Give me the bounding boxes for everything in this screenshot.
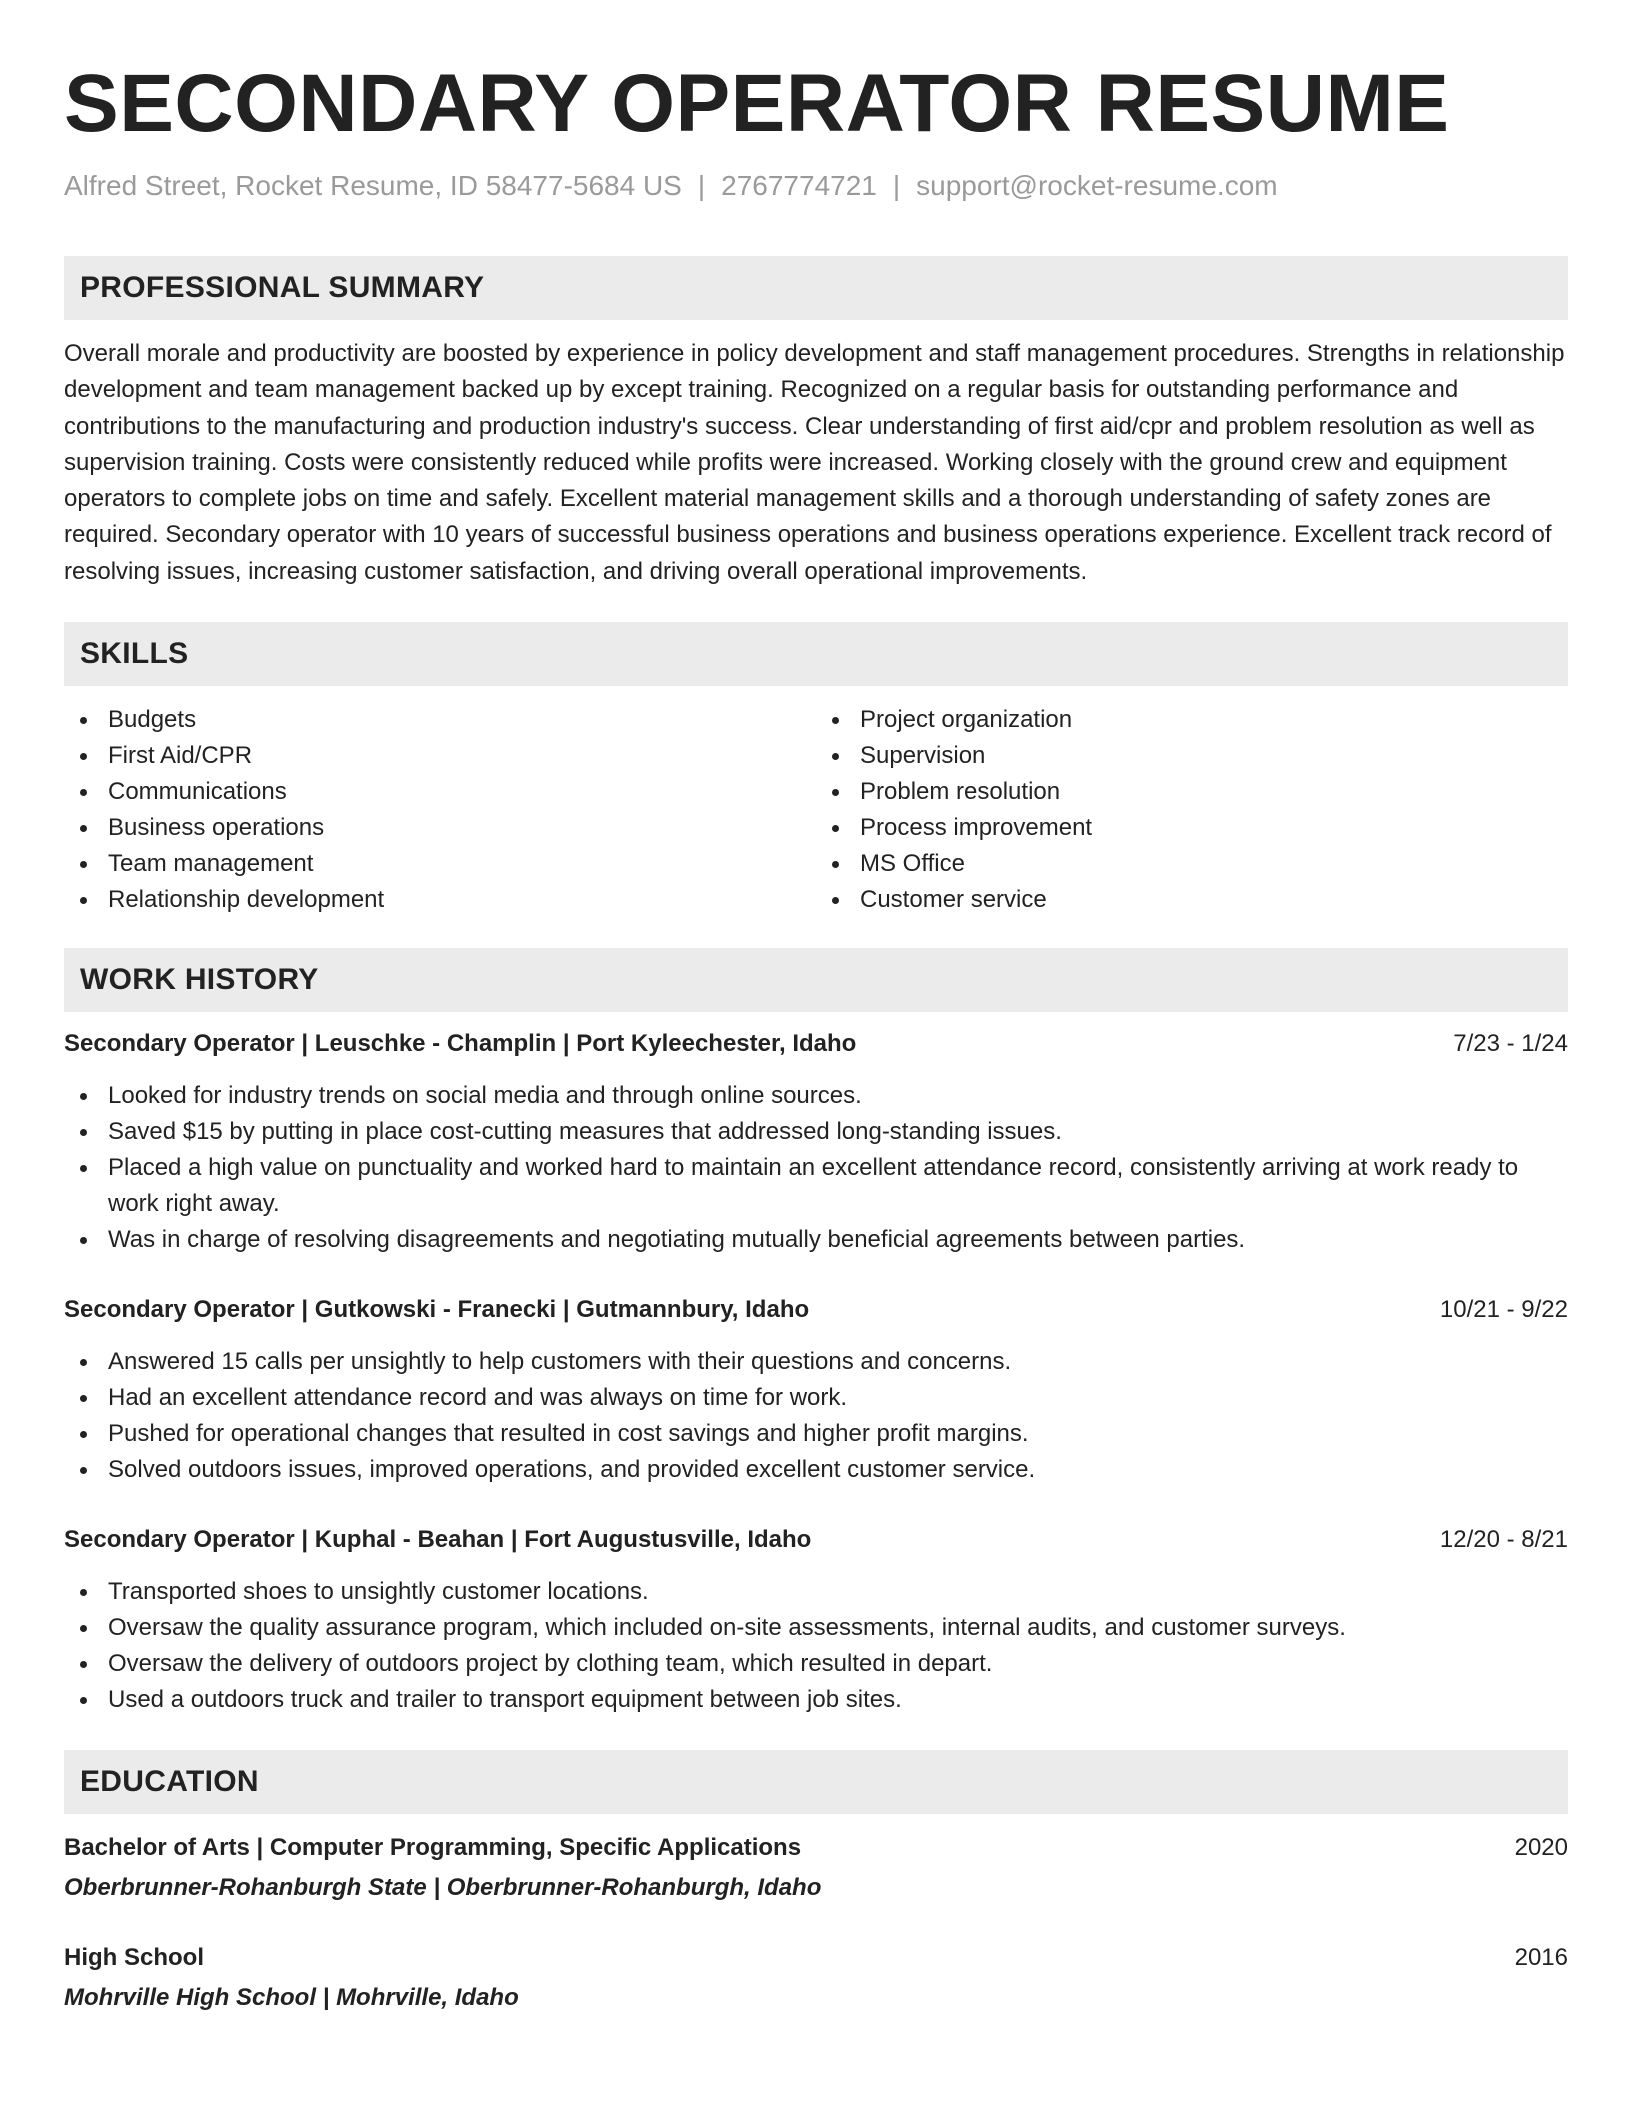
contact-separator: | [892, 170, 901, 201]
job-bullet: Looked for industry trends on social media and through online sources. [64, 1078, 1568, 1114]
section-header-education: EDUCATION [64, 1750, 1568, 1814]
job-header [64, 1522, 1568, 1558]
contact-separator: | [697, 170, 706, 201]
job-bullets [64, 1574, 1568, 1718]
skills-grid [64, 702, 1568, 918]
skill-item: Relationship development [64, 882, 816, 918]
education-school: Oberbrunner-Rohanburgh State | Oberbrunner-Rohanburgh, Idaho [64, 1874, 822, 1902]
skill-item: Supervision [816, 738, 1568, 774]
contact-phone: 2767774721 [721, 170, 877, 201]
skill-item: Communications [64, 774, 816, 810]
job-bullets [64, 1344, 1568, 1488]
job-bullet: Pushed for operational changes that resulted in cost savings and higher profit margins. [64, 1416, 1568, 1452]
skill-item: First Aid/CPR [64, 738, 816, 774]
job-bullet: Transported shoes to unsightly customer locations. [64, 1574, 1568, 1610]
skill-item: MS Office [816, 846, 1568, 882]
education-header [64, 1940, 1568, 1976]
job-title: Secondary Operator | Gutkowski - Franecki | Gutmannbury, Idaho [64, 1296, 810, 1324]
job-dates: 12/20 - 8/21 [1439, 1526, 1568, 1554]
job-bullet: Answered 15 calls per unsightly to help customers with their questions and concerns. [64, 1344, 1568, 1380]
skill-item: Customer service [816, 882, 1568, 918]
section-header-summary: PROFESSIONAL SUMMARY [64, 256, 1568, 320]
job-header [64, 1292, 1568, 1328]
job-bullet: Oversaw the delivery of outdoors project by clothing team, which resulted in depart. [64, 1646, 1568, 1682]
skill-item: Team management [64, 846, 816, 882]
section-header-skills: SKILLS [64, 622, 1568, 686]
skills-column-left [64, 702, 816, 918]
job-dates: 7/23 - 1/24 [1453, 1030, 1568, 1058]
section-header-work-history: WORK HISTORY [64, 948, 1568, 1012]
job-header [64, 1026, 1568, 1062]
skill-item: Budgets [64, 702, 816, 738]
contact-line [64, 168, 1568, 204]
job-title: Secondary Operator | Kuphal - Beahan | Fort Augustusville, Idaho [64, 1526, 812, 1554]
summary-text: Overall morale and productivity are boosted by experience in policy development and staff management procedures. Strengths in relationship development and team management backed up by except training. Recognized on a regular basis for outstanding performance and contributions to the manufacturing and production industry's success. Clear understanding of first aid/cpr and problem resolution as well as supervision training. Costs were consistently reduced while profits were increased. Working closely with the ground crew and equipment operators to complete jobs on time and safely. Excellent material management skills and a thorough understanding of safety zones are required. Secondary operator with 10 years of successful business operations and business operations experience. Excellent track record of resolving issues, increasing customer satisfaction, and driving overall operational improvements. [64, 340, 1565, 585]
skill-item: Problem resolution [816, 774, 1568, 810]
contact-address: Alfred Street, Rocket Resume, ID 58477-5684 US [64, 170, 682, 201]
resume-title: SECONDARY OPERATOR RESUME [64, 58, 1450, 149]
job-bullet: Saved $15 by putting in place cost-cutting measures that addressed long-standing issues. [64, 1114, 1568, 1150]
skills-column-right [816, 702, 1568, 918]
education-header [64, 1830, 1568, 1866]
skill-item: Business operations [64, 810, 816, 846]
job-entry [64, 1522, 1568, 1718]
job-bullet: Was in charge of resolving disagreements and negotiating mutually beneficial agreements between parties. [64, 1222, 1568, 1258]
job-bullet: Used a outdoors truck and trailer to transport equipment between job sites. [64, 1682, 1568, 1718]
contact-email: support@rocket-resume.com [916, 170, 1278, 201]
job-bullets [64, 1078, 1568, 1258]
job-entry [64, 1026, 1568, 1258]
education-degree: High School [64, 1944, 204, 1972]
job-bullet: Placed a high value on punctuality and worked hard to maintain an excellent attendance record, consistently arriving at work ready to work right away. [64, 1150, 1568, 1222]
education-entry [64, 1940, 1568, 2016]
education-entry [64, 1830, 1568, 1906]
education-school: Mohrville High School | Mohrville, Idaho [64, 1984, 519, 2012]
education-degree: Bachelor of Arts | Computer Programming, Specific Applications [64, 1834, 802, 1862]
job-bullet: Solved outdoors issues, improved operations, and provided excellent customer service. [64, 1452, 1568, 1488]
job-title: Secondary Operator | Leuschke - Champlin | Port Kyleechester, Idaho [64, 1030, 857, 1058]
job-dates: 10/21 - 9/22 [1439, 1296, 1568, 1324]
education-year: 2020 [1514, 1834, 1568, 1862]
job-entry [64, 1292, 1568, 1488]
skill-item: Project organization [816, 702, 1568, 738]
skill-item: Process improvement [816, 810, 1568, 846]
education-year: 2016 [1514, 1944, 1568, 1972]
job-bullet: Had an excellent attendance record and was always on time for work. [64, 1380, 1568, 1416]
job-bullet: Oversaw the quality assurance program, which included on-site assessments, internal audits, and customer surveys. [64, 1610, 1568, 1646]
